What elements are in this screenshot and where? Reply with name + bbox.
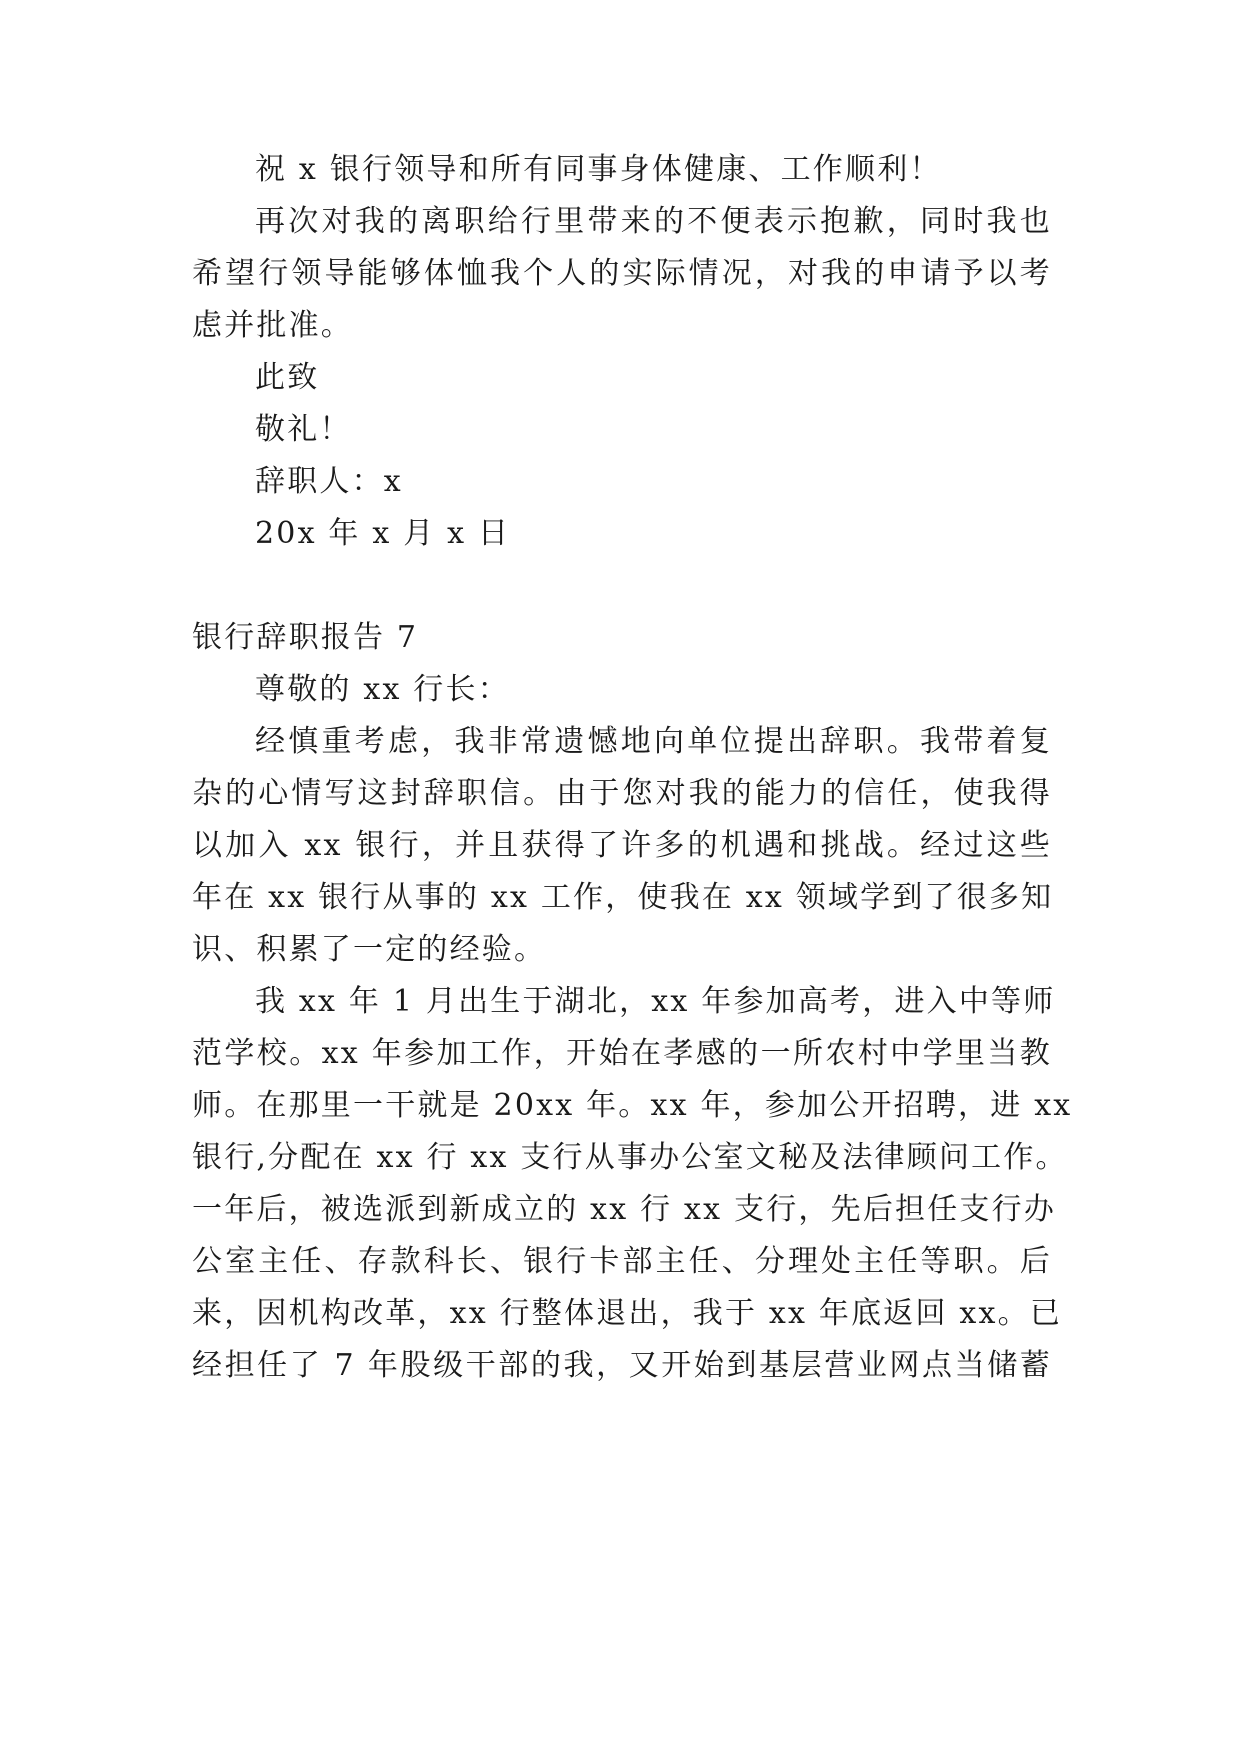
closing-wish: 祝 x 银行领导和所有同事身体健康、工作顺利！	[255, 152, 942, 187]
signer-line: 辞职人：x	[255, 464, 403, 499]
paragraph2-line-7: 来，因机构改革，xx 行整体退出，我于 xx 年底返回 xx。已	[192, 1296, 1063, 1331]
date-line: 20x 年 x 月 x 日	[255, 516, 511, 551]
paragraph1-line-5: 识、积累了一定的经验。	[192, 932, 547, 967]
paragraph2-line-8: 经担任了 7 年股级干部的我，又开始到基层营业网点当储蓄	[192, 1348, 1052, 1383]
greeting-line: 尊敬的 xx 行长：	[255, 672, 510, 707]
salutation-cizhi: 此致	[255, 360, 320, 395]
paragraph2-line-3: 师。在那里一干就是 20xx 年。xx 年，参加公开招聘，进 xx	[192, 1088, 1073, 1123]
salutation-jingli: 敬礼！	[255, 412, 352, 447]
paragraph1-line-2: 杂的心情写这封辞职信。由于您对我的能力的信任，使我得	[192, 776, 1052, 811]
section-title: 银行辞职报告 7	[192, 620, 419, 655]
paragraph1-line-1: 经慎重考虑，我非常遗憾地向单位提出辞职。我带着复	[255, 724, 1052, 759]
paragraph2-line-4: 银行,分配在 xx 行 xx 支行从事办公室文秘及法律顾问工作。	[192, 1140, 1068, 1175]
paragraph2-line-1: 我 xx 年 1 月出生于湖北，xx 年参加高考，进入中等师	[255, 984, 1056, 1019]
apology-line-2: 希望行领导能够体恤我个人的实际情况，对我的申请予以考	[192, 256, 1052, 291]
paragraph1-line-3: 以加入 xx 银行，并且获得了许多的机遇和挑战。经过这些	[192, 828, 1052, 863]
paragraph1-line-4: 年在 xx 银行从事的 xx 工作，使我在 xx 领域学到了很多知	[192, 880, 1054, 915]
apology-line-1: 再次对我的离职给行里带来的不便表示抱歉，同时我也	[255, 204, 1052, 239]
apology-line-3: 虑并批准。	[192, 308, 353, 343]
paragraph2-line-6: 公室主任、存款科长、银行卡部主任、分理处主任等职。后	[192, 1244, 1052, 1279]
paragraph2-line-2: 范学校。xx 年参加工作，开始在孝感的一所农村中学里当教	[192, 1036, 1052, 1071]
paragraph2-line-5: 一年后，被选派到新成立的 xx 行 xx 支行，先后担任支行办	[192, 1192, 1057, 1227]
